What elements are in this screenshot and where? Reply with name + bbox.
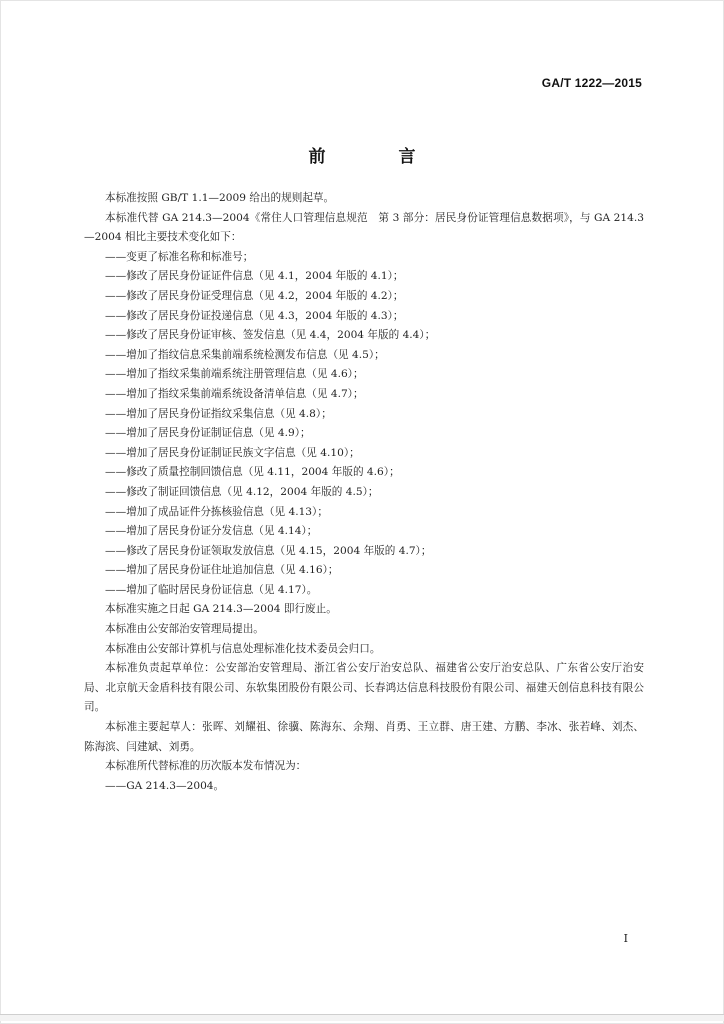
- closing-paragraph: 本标准由公安部计算机与信息处理标准化技术委员会归口。: [105, 642, 381, 655]
- standard-number: GA/T 1222—2015: [541, 76, 642, 90]
- drafters-paragraph: 本标准主要起草人：张晖、刘耀祖、徐骥、陈海东、余翔、肖勇、王立群、唐王建、方鹏、李冰、张若峰、刘杰、陈海滨、闫建斌、刘勇。: [84, 721, 644, 753]
- closing-paragraph: 本标准由公安部治安管理局提出。: [105, 623, 264, 636]
- change-item: ——修改了居民身份证投递信息（见 4.3，2004 年版的 4.3）；: [105, 309, 404, 322]
- change-item: ——增加了居民身份证指纹采集信息（见 4.8）；: [105, 407, 332, 420]
- change-item: ——增加了居民身份证住址追加信息（见 4.16）；: [105, 564, 339, 577]
- change-item: ——修改了居民身份证审核、签发信息（见 4.4，2004 年版的 4.4）；: [105, 329, 436, 342]
- closing-paragraph: 本标准所代替标准的历次版本发布情况为：: [105, 760, 307, 773]
- change-item: ——修改了制证回馈信息（见 4.12，2004 年版的 4.5）；: [105, 485, 379, 498]
- change-item: ——修改了质量控制回馈信息（见 4.11，2004 年版的 4.6）；: [105, 466, 400, 479]
- change-item: ——增加了指纹信息采集前端系统检测发布信息（见 4.5）；: [105, 348, 385, 361]
- drafting-units-paragraph: 本标准负责起草单位：公安部治安管理局、浙江省公安厅治安总队、福建省公安厅治安总队、广东省公安厅治安局、北京航天金盾科技有限公司、东软集团股份有限公司、长春鸿达信息科技股份有限公司、福建天创信息科技有限公司。: [84, 662, 644, 714]
- change-item: ——变更了标准名称和标准号；: [105, 250, 254, 263]
- change-item: ——增加了居民身份证分发信息（见 4.14）；: [105, 525, 318, 538]
- history-item: ——GA 214.3—2004。: [105, 779, 225, 792]
- change-item: ——增加了指纹采集前端系统设备清单信息（见 4.7）；: [105, 387, 364, 400]
- foreword-body: [84, 189, 644, 796]
- change-item: ——增加了临时居民身份证信息（见 4.17）。: [105, 583, 318, 596]
- change-item: ——增加了成品证件分拣核验信息（见 4.13）；: [105, 505, 328, 518]
- change-item: ——增加了居民身份证制证民族文字信息（见 4.10）；: [105, 446, 360, 459]
- page-title: 前 言: [308, 147, 444, 167]
- change-item: ——增加了居民身份证制证信息（见 4.9）；: [105, 427, 311, 440]
- page-number: I: [623, 932, 628, 945]
- change-item: ——增加了指纹采集前端系统注册管理信息（见 4.6）；: [105, 368, 364, 381]
- intro-paragraph: 本标准代替 GA 214.3—2004《常住人口管理信息规范 第 3 部分：居民身份证管理信息数据项》，与 GA 214.3—2004 相比主要技术变化如下：: [84, 211, 644, 244]
- intro-paragraph: 本标准按照 GB/T 1.1—2009 给出的规则起草。: [105, 192, 335, 204]
- page-bottom-edge: [0, 1014, 724, 1021]
- change-item: ——修改了居民身份证受理信息（见 4.2，2004 年版的 4.2）；: [105, 289, 404, 302]
- change-item: ——修改了居民身份证领取发放信息（见 4.15，2004 年版的 4.7）；: [105, 544, 432, 557]
- change-item: ——修改了居民身份证证件信息（见 4.1，2004 年版的 4.1）；: [105, 270, 404, 283]
- closing-paragraph: 本标准实施之日起 GA 214.3—2004 即行废止。: [105, 603, 337, 616]
